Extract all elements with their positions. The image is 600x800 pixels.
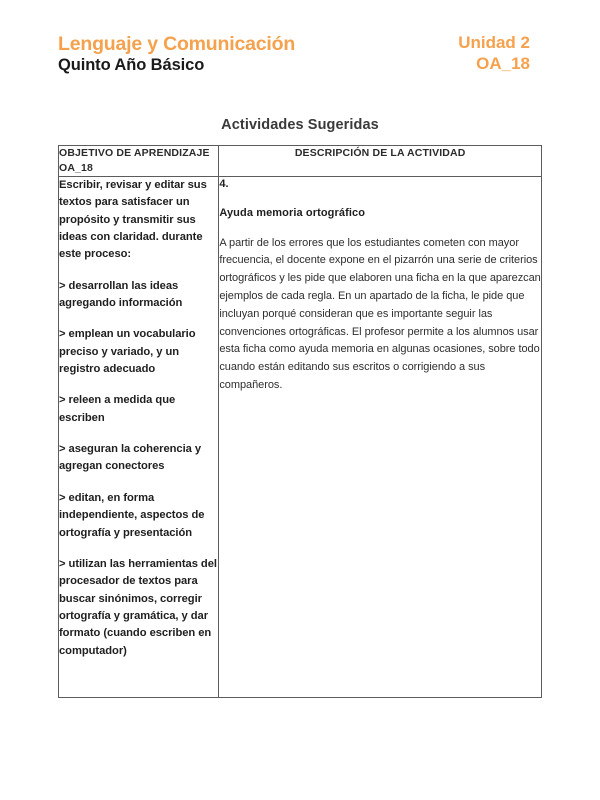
document-header xyxy=(58,34,530,75)
objective-item-3: > aseguran la coherencia y agregan conectores xyxy=(59,443,202,473)
header-left-block xyxy=(58,34,295,75)
objective-cell xyxy=(59,176,219,697)
table-header-row xyxy=(59,146,542,177)
objective-item-5: > utilizan las herramientas del procesador de textos para buscar sinónimos, corregir ortografía y gramática, y dar formato (cuando escriben en computador) xyxy=(59,557,217,657)
activity-number: 4. xyxy=(219,177,229,190)
oa-code-label: OA_18 xyxy=(476,54,530,74)
objective-item-2: > releen a medida que escriben xyxy=(59,394,176,424)
column-header-description: DESCRIPCIÓN DE LA ACTIVIDAD xyxy=(219,146,542,177)
grade-title: Quinto Año Básico xyxy=(58,56,205,75)
activities-table xyxy=(58,145,542,698)
unit-label: Unidad 2 xyxy=(458,33,530,52)
objective-item-4: > editan, en forma independiente, aspectos de ortografía y presentación xyxy=(59,491,205,539)
objective-statement: Escribir, revisar y editar sus textos para satisfacer un propósito y transmitir sus ideas con claridad. durante este proceso: xyxy=(59,178,207,261)
activity-body-text: A partir de los errores que los estudiantes cometen con mayor frecuencia, el docente expone en el pizarrón una serie de criterios ortográficos y les pide que elaboren una ficha en la que aparezcan ejemplos de cada regla. En un apartado de la ficha, le pide que incluyan porqué consideran que es importante seguir las convenciones ortográficas. El profesor permite a los alumnos usar esta ficha como ayuda memoria en algunas ocasiones, sobre todo cuando están editando sus escritos o corrigiendo a sus compañeros. xyxy=(219,236,541,392)
column-header-objective: OBJETIVO DE APRENDIZAJE OA_18 xyxy=(59,146,219,177)
objective-item-1: > emplean un vocabulario preciso y variado, y un registro adecuado xyxy=(59,328,196,376)
table-row xyxy=(59,176,542,697)
subject-title: Lenguaje y Comunicación xyxy=(58,33,296,55)
description-cell xyxy=(219,176,542,697)
header-right-block xyxy=(458,34,530,74)
activity-title: Ayuda memoria ortográfico xyxy=(219,207,366,220)
objective-item-0: > desarrollan las ideas agregando información xyxy=(59,279,183,309)
section-title: Actividades Sugeridas xyxy=(221,117,379,133)
